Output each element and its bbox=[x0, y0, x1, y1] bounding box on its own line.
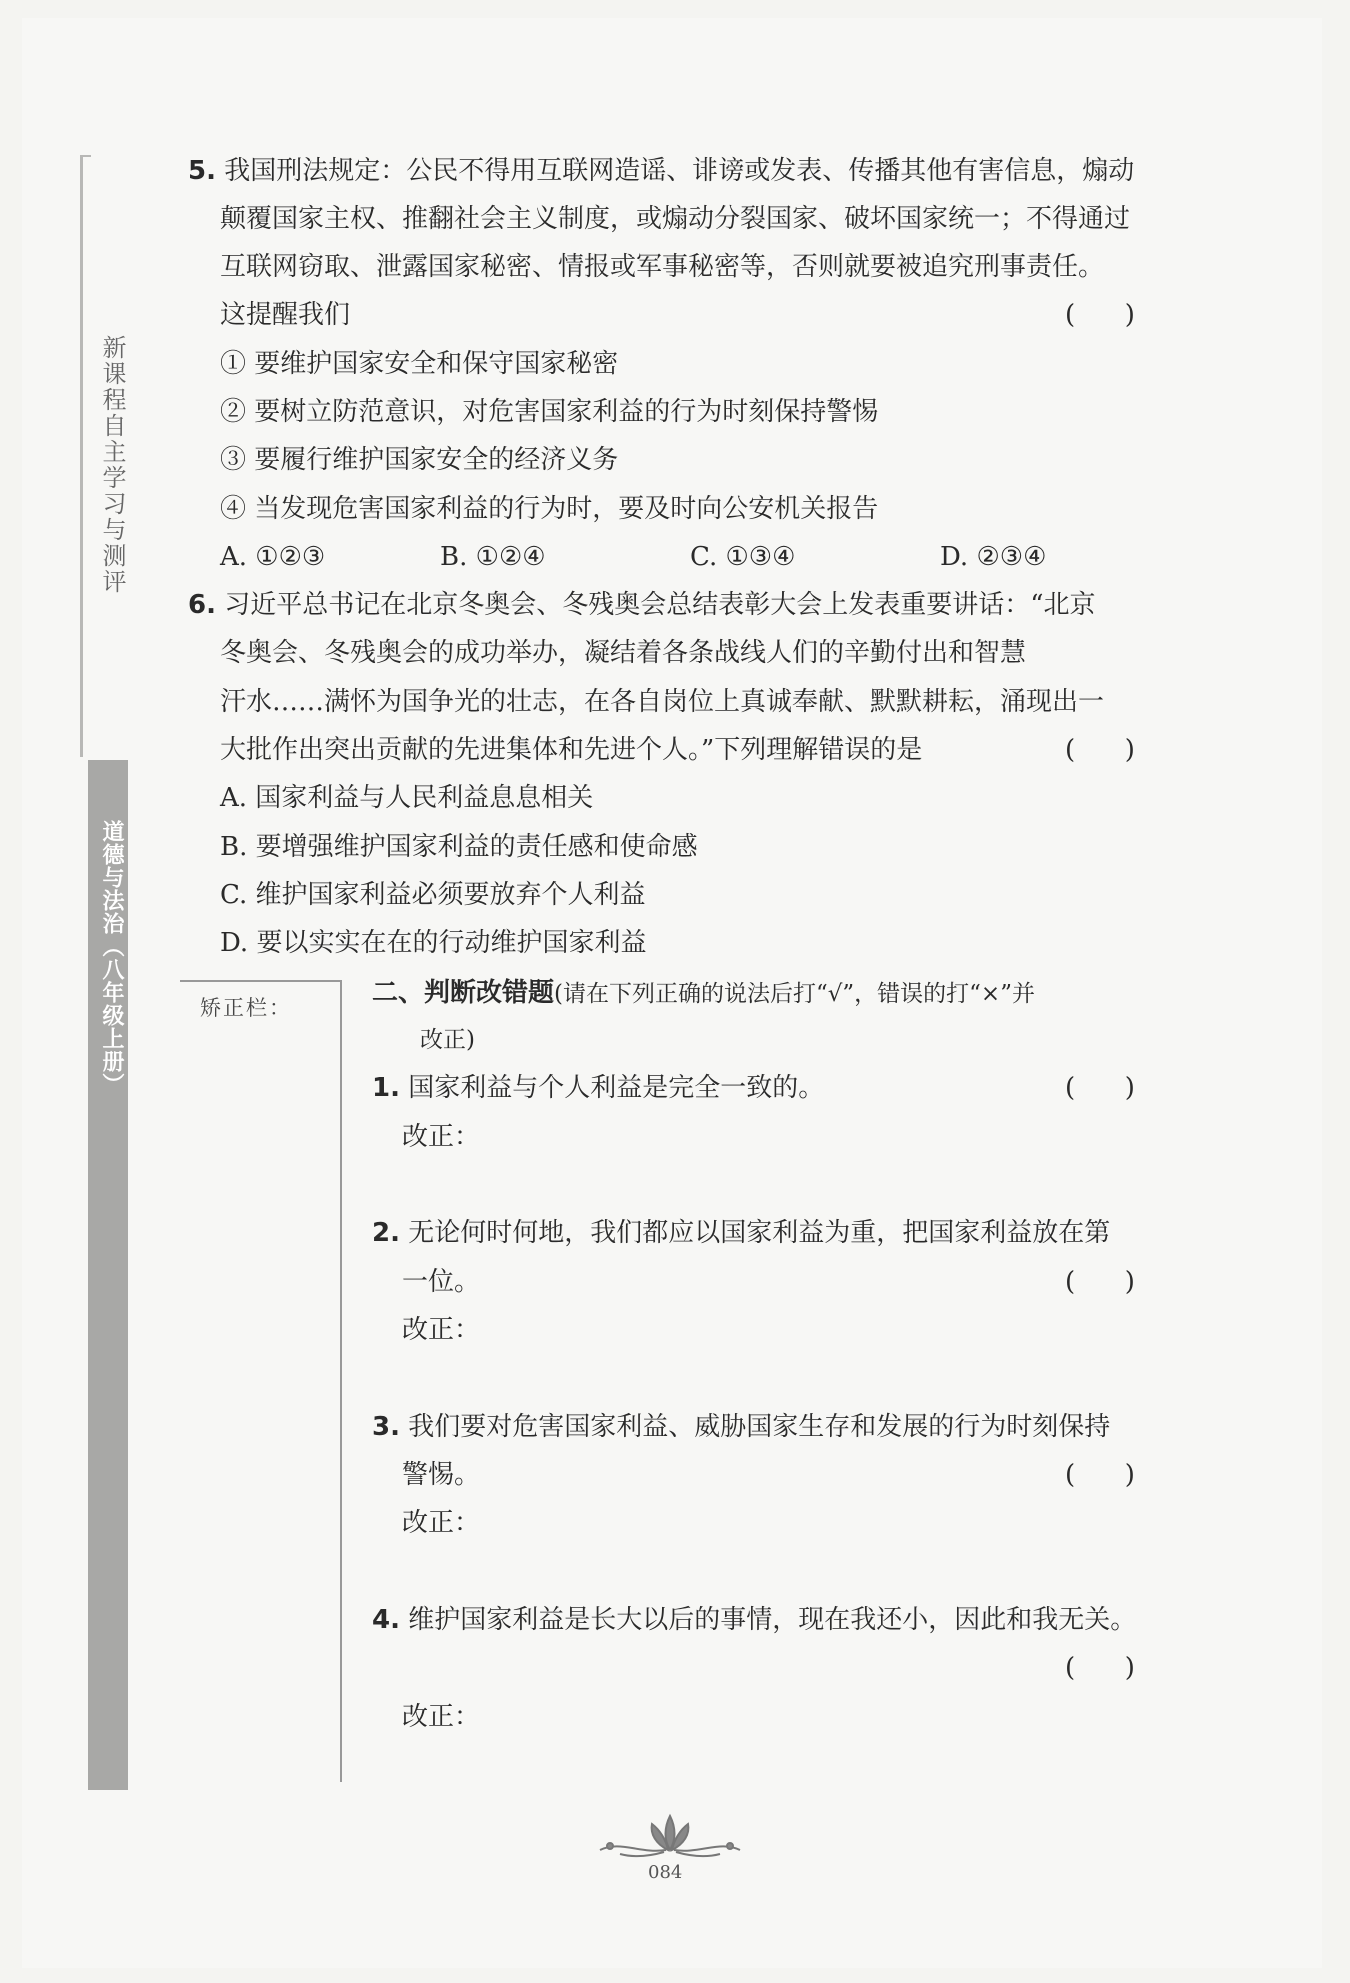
q6-line-1: 6. 习近平总书记在北京冬奥会、冬残奥会总结表彰大会上发表重要讲话：“北京 bbox=[188, 590, 1096, 620]
q6-line-3: 汗水……满怀为国争光的壮志，在各自岗位上真诚奉献、默默耕耘，涌现出一 bbox=[220, 687, 1105, 717]
section2-instruction-cont: 改正) bbox=[420, 1027, 475, 1053]
section2-heading: 二、判断改错题 bbox=[372, 978, 555, 1008]
series-title: 新课程自主学习与测评 bbox=[98, 335, 126, 595]
s2-q3-line-1: 3. 我们要对危害国家利益、威胁国家生存和发展的行为时刻保持 bbox=[372, 1412, 1111, 1442]
q6-line-2: 冬奥会、冬残奥会的成功举办，凝结着各条战线人们的辛勤付出和智慧 bbox=[220, 638, 1027, 668]
footer-ornament-icon bbox=[590, 1810, 750, 1860]
q6-answer-paren[interactable]: ( ) bbox=[1065, 735, 1135, 765]
q5-item-4: ④ 当发现危害国家利益的行为时，要及时向公安机关报告 bbox=[220, 494, 879, 524]
q6-line-4: 大批作出突出贡献的先进集体和先进个人。”下列理解错误的是 bbox=[220, 735, 923, 765]
correction-column bbox=[180, 980, 342, 1782]
s2-q3-fix-label[interactable]: 改正： bbox=[402, 1508, 481, 1538]
s2-q3-line-2: 警惕。 bbox=[402, 1460, 481, 1490]
s2-q1-number: 1. bbox=[372, 1073, 400, 1103]
q5-item-2: ② 要树立防范意识，对危害国家利益的行为时刻保持警惕 bbox=[220, 397, 879, 427]
q5-line-3: 互联网窃取、泄露国家秘密、情报或军事秘密等，否则就要被追究刑事责任。 bbox=[220, 252, 1105, 282]
q5-answer-paren[interactable]: ( ) bbox=[1065, 300, 1135, 330]
section2-instruction: (请在下列正确的说法后打“√”，错误的打“×”并 bbox=[554, 981, 1035, 1007]
sidebar-top-border bbox=[80, 155, 91, 757]
s2-q2-number: 2. bbox=[372, 1218, 400, 1248]
s2-q4-fix-label[interactable]: 改正： bbox=[402, 1702, 481, 1732]
q6-option-d: D. 要以实实在在的行动维护国家利益 bbox=[220, 928, 647, 958]
q5-number: 5. bbox=[188, 156, 216, 186]
s2-q2-fix-label[interactable]: 改正： bbox=[402, 1315, 481, 1345]
q5-line-4: 这提醒我们 bbox=[220, 300, 351, 330]
s2-q4-answer-paren[interactable]: ( ) bbox=[1065, 1653, 1135, 1683]
section2-heading-line bbox=[372, 978, 1035, 1009]
subject-title: 道德与法治（八年级上册） bbox=[99, 820, 124, 1096]
q5-option-a: A. ①②③ bbox=[220, 542, 326, 572]
s2-q2-answer-paren[interactable]: ( ) bbox=[1065, 1267, 1135, 1297]
s2-q1-fix-label[interactable]: 改正： bbox=[402, 1122, 481, 1152]
q5-option-d: D. ②③④ bbox=[940, 542, 1047, 572]
s2-q3-answer-paren[interactable]: ( ) bbox=[1065, 1460, 1135, 1490]
q6-number: 6. bbox=[188, 590, 216, 620]
q6-option-b: B. 要增强维护国家利益的责任感和使命感 bbox=[220, 832, 698, 862]
s2-q4-number: 4. bbox=[372, 1605, 400, 1635]
q6-option-a: A. 国家利益与人民利益息息相关 bbox=[220, 783, 594, 813]
page-number: 084 bbox=[648, 1862, 683, 1883]
s2-q2-line-1: 2. 无论何时何地，我们都应以国家利益为重，把国家利益放在第 bbox=[372, 1218, 1111, 1248]
q5-line-1: 5. 我国刑法规定：公民不得用互联网造谣、诽谤或发表、传播其他有害信息，煽动 bbox=[188, 156, 1135, 186]
q5-line-2: 颠覆国家主权、推翻社会主义制度，或煽动分裂国家、破坏国家统一；不得通过 bbox=[220, 204, 1131, 234]
s2-q1-line: 1. 国家利益与个人利益是完全一致的。 bbox=[372, 1073, 825, 1103]
q5-option-b: B. ①②④ bbox=[440, 542, 546, 572]
s2-q3-number: 3. bbox=[372, 1412, 400, 1442]
s2-q4-line-1: 4. 维护国家利益是长大以后的事情，现在我还小，因此和我无关。 bbox=[372, 1605, 1137, 1635]
q5-item-1: ① 要维护国家安全和保守国家秘密 bbox=[220, 349, 619, 379]
q5-option-c: C. ①③④ bbox=[690, 542, 796, 572]
s2-q2-line-2: 一位。 bbox=[402, 1267, 481, 1297]
q6-option-c: C. 维护国家利益必须要放弃个人利益 bbox=[220, 880, 646, 910]
s2-q1-answer-paren[interactable]: ( ) bbox=[1065, 1073, 1135, 1103]
q5-item-3: ③ 要履行维护国家安全的经济义务 bbox=[220, 445, 619, 475]
correction-label: 矫正栏： bbox=[200, 996, 292, 1020]
